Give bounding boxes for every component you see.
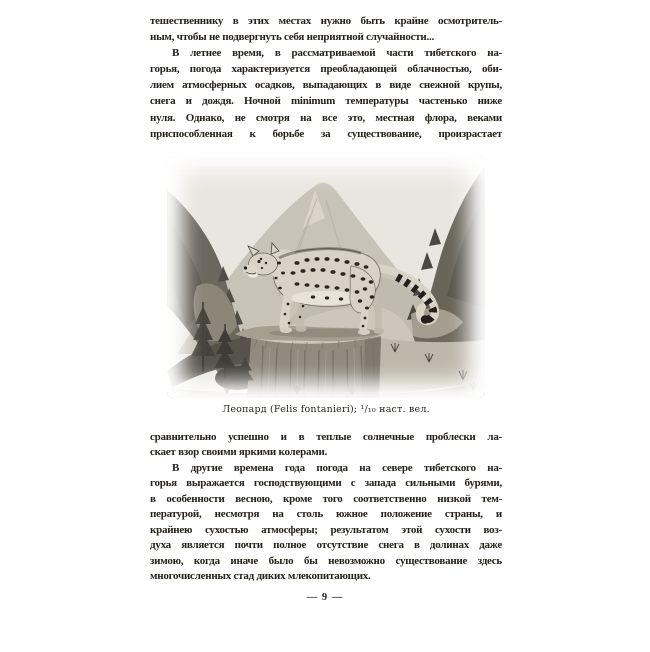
text-line: скает взор своими яркими колерами. [150, 446, 328, 459]
leopard-illustration [167, 156, 485, 398]
page-number: — 9 — [306, 592, 344, 603]
text-line: многочисленных стад диких млекопитающих. [150, 569, 371, 582]
text-line: нуля. Однако, не смотря на все это, местная флора, веками [150, 111, 502, 124]
text-line: В летнее время, в рассматриваемой части тибетского на- [172, 47, 502, 60]
figure-caption: Леопард (Felis fontanieri); ¹/₁₀ наст. вел. [222, 404, 430, 415]
text-line: крайнею сухостью атмосферы; результатом этой сухости воз- [150, 523, 502, 536]
text-line: ным, чтобы не подвергнуть себя неприятной случайности... [150, 31, 434, 44]
text-line: В другие времена года погода на севере тибетского на- [172, 461, 502, 474]
lower-paragraphs [150, 430, 502, 584]
text-line: зимою, когда иначе было бы невозможно существование здесь [150, 554, 502, 567]
text-line: духа является почти полное отсутствие снега в долинах даже [150, 539, 502, 552]
text-line: сравнительно успешно и в теплые солнечные проблески ла- [150, 431, 502, 443]
text-line: снега и дождя. Ночной minimum температуры частенько ниже [150, 95, 502, 108]
text-line: горья, погода характеризуется преобладающей облачностью, оби- [150, 63, 502, 76]
text-line: лием атмосферных осадков, выпадающих в виде снежной крупы, [150, 79, 502, 92]
leopard-figure [150, 156, 502, 415]
text-line: тешественнику в этих местах нужно быть крайне осмотритель- [150, 15, 502, 27]
text-line: в особенности весною, кроме того соответственно низкой тем- [150, 492, 502, 505]
text-line: пературой, несмотря на столь южное положение страны, и [150, 508, 502, 521]
text-line: горья выражается господствующими с запада сильными бурями, [150, 477, 502, 490]
text-line: приспособленная к борьбе за существование, произрастает [150, 127, 502, 140]
upper-paragraphs [150, 13, 502, 142]
